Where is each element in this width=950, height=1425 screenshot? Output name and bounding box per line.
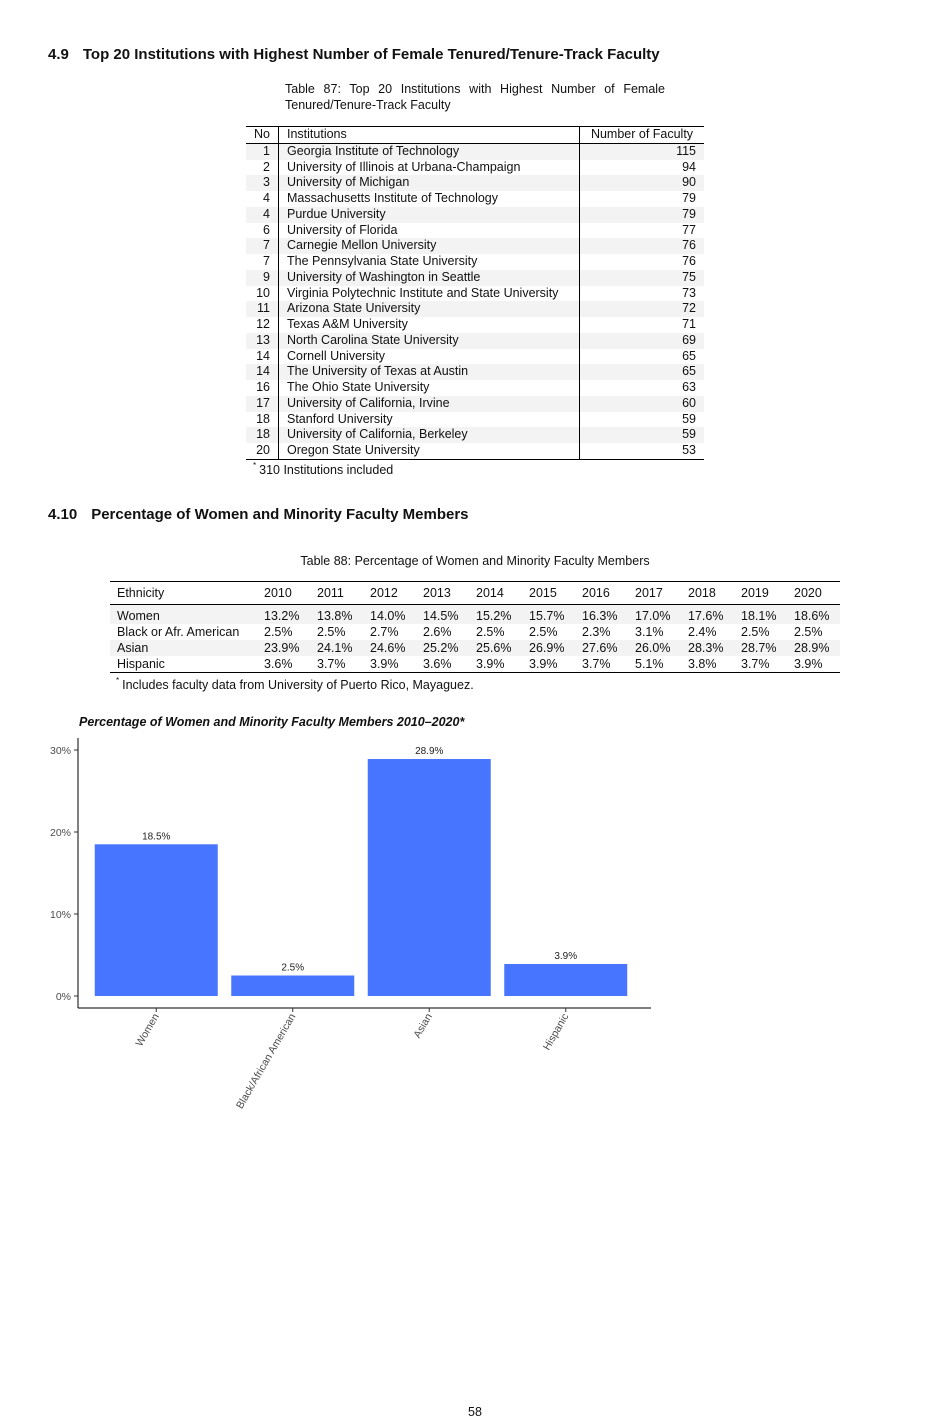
cell-number-of-faculty: 79 [682,191,696,205]
cell-percentage: 16.3% [575,605,628,625]
cell-ethnicity: Asian [110,640,257,656]
header-year: 2020 [787,582,840,605]
section-number: 4.9 [48,46,69,63]
cell-percentage: 3.9% [469,656,522,673]
cell-no: 4 [246,191,279,207]
table-row [246,412,704,428]
cell-percentage: 18.1% [734,605,787,625]
chart-plot-area [50,738,651,1111]
footnote-mark: * [253,461,257,470]
y-tick-label: 20% [49,827,71,839]
cell-percentage: 23.9% [257,640,310,656]
cell-percentage: 2.5% [794,625,823,639]
cell-institution: Oregon State University [279,443,580,459]
cell-percentage: 15.2% [469,605,522,625]
x-tick-label: Black/African American [233,1011,299,1112]
cell-institution: The Ohio State University [279,380,580,396]
cell-number-of-faculty: 72 [580,301,705,317]
cell-percentage: 3.6% [416,656,469,673]
cell-number-of-faculty: 59 [682,411,696,426]
cell-percentage: 3.9% [363,656,416,673]
cell-number-of-faculty: 76 [580,238,705,254]
cell-percentage: 28.9% [787,640,840,656]
cell-percentage: 26.9% [522,640,575,656]
table-row [246,380,704,396]
cell-number-of-faculty: 90 [580,175,705,191]
cell-percentage: 2.4% [688,625,717,639]
cell-number-of-faculty: 65 [580,364,705,380]
table-row [246,160,704,176]
bar-asian [368,759,491,996]
cell-percentage: 3.6% [257,656,310,673]
cell-percentage: 25.2% [416,640,469,656]
cell-no: 12 [246,317,279,333]
page-number: 58 [468,1405,482,1419]
table-88-footnote [116,676,474,692]
table-87-caption: Table 87: Top 20 Institutions with Highest Number of Female Tenured/Tenure-Track Faculty [285,82,665,112]
x-tick-label: Women [133,1011,162,1049]
cell-no: 3 [246,175,279,191]
bar-value-label: 3.9% [554,951,578,963]
cell-number-of-faculty: 73 [682,285,696,300]
cell-percentage: 13.2% [257,605,310,625]
cell-number-of-faculty: 115 [580,143,705,159]
cell-no: 7 [246,238,279,254]
cell-percentage: 26.0% [628,640,681,656]
table-row [246,143,704,159]
cell-percentage: 3.8% [681,656,734,673]
cell-institution: Massachusetts Institute of Technology [279,191,580,207]
cell-percentage: 3.7% [734,656,787,673]
table-88 [110,581,840,673]
header-no: No [246,127,279,144]
cell-no: 18 [246,412,279,428]
cell-percentage: 28.7% [734,640,787,656]
cell-number-of-faculty: 75 [580,270,705,286]
bar-women [95,844,218,996]
header-year: 2017 [628,582,681,605]
bar-black-african-american [231,976,354,997]
cell-no: 6 [246,223,279,239]
cell-percentage: 3.1% [635,625,664,639]
cell-percentage: 2.7% [370,625,399,639]
cell-no: 7 [246,254,279,270]
table-88-body [110,605,840,673]
cell-institution: University of Florida [279,223,580,239]
bar-chart [0,730,700,1150]
header-year: 2012 [363,582,416,605]
y-tick-label: 30% [49,745,71,757]
header-year: 2010 [257,582,310,605]
cell-percentage: 27.6% [575,640,628,656]
cell-no: 14 [246,364,279,380]
cell-percentage: 3.9% [522,656,575,673]
header-year: 2014 [469,582,522,605]
cell-number-of-faculty: 60 [580,396,705,412]
cell-number-of-faculty: 77 [682,222,696,237]
table-88-caption: Table 88: Percentage of Women and Minority Faculty Members [300,554,650,568]
cell-no: 14 [246,349,279,365]
table-row [246,364,704,380]
cell-no: 16 [246,380,279,396]
cell-no: 11 [246,301,279,317]
cell-percentage: 25.6% [469,640,522,656]
cell-percentage: 2.5% [317,625,346,639]
table-row [246,191,704,207]
header-ethnicity: Ethnicity [110,582,257,605]
cell-percentage: 14.5% [416,605,469,625]
cell-percentage: 2.5% [741,625,770,639]
cell-no: 1 [246,143,279,159]
cell-institution: Purdue University [279,207,580,223]
section-4-10-heading [48,506,469,523]
table-row [110,605,840,625]
cell-no: 10 [246,286,279,302]
cell-percentage: 13.8% [310,605,363,625]
cell-number-of-faculty: 71 [682,317,696,331]
table-row [246,317,704,333]
cell-institution: Carnegie Mellon University [279,238,580,254]
section-title: Top 20 Institutions with Highest Number of Female Tenured/Tenure-Track Faculty [82,46,660,63]
cell-institution: The University of Texas at Austin [279,364,580,380]
cell-number-of-faculty: 79 [580,207,705,223]
bar-value-label: 28.9% [415,746,444,758]
header-year: 2011 [310,582,363,605]
cell-number-of-faculty: 94 [682,159,696,174]
table-row [246,223,704,239]
cell-institution: North Carolina State University [279,333,580,349]
table-row [110,656,840,673]
cell-number-of-faculty: 65 [682,348,696,363]
cell-institution: University of Illinois at Urbana-Champaign [279,160,580,176]
footnote-text: 310 Institutions included [259,463,394,477]
cell-percentage: 14.0% [363,605,416,625]
table-row [110,640,840,656]
cell-percentage: 3.7% [310,656,363,673]
cell-number-of-faculty: 63 [682,380,696,394]
bar-value-label: 2.5% [281,962,305,974]
cell-institution: Arizona State University [279,301,580,317]
header-year: 2013 [416,582,469,605]
cell-institution: University of California, Irvine [279,396,580,412]
cell-percentage: 3.9% [787,656,840,673]
cell-ethnicity: Women [110,605,257,625]
chart-title: Percentage of Women and Minority Faculty Members 2010–2020* [79,715,465,729]
x-tick-label: Hispanic [540,1011,572,1053]
cell-institution: Cornell University [279,349,580,365]
cell-percentage: 24.1% [310,640,363,656]
cell-percentage: 18.6% [787,605,840,625]
cell-number-of-faculty: 69 [580,333,705,349]
cell-number-of-faculty: 59 [580,427,705,443]
table-row [246,254,704,270]
bar-hispanic [504,964,627,996]
cell-institution: The Pennsylvania State University [279,254,580,270]
table-87-body [246,143,704,459]
table-row [246,270,704,286]
cell-percentage: 2.5% [264,625,293,639]
table-row [246,207,704,223]
table-header-row [246,127,704,144]
y-tick-label: 0% [55,991,71,1003]
cell-ethnicity: Black or Afr. American [117,625,240,639]
cell-percentage: 2.5% [476,625,505,639]
cell-institution: Texas A&M University [279,317,580,333]
cell-institution: Georgia Institute of Technology [279,143,580,159]
header-year: 2018 [681,582,734,605]
table-row [246,286,704,302]
cell-percentage: 24.6% [363,640,416,656]
cell-institution: University of Washington in Seattle [279,270,580,286]
cell-no: 9 [246,270,279,286]
cell-no: 18 [246,427,279,443]
cell-percentage: 2.3% [582,625,611,639]
cell-no: 2 [246,160,279,176]
section-4-9-heading [48,46,660,63]
cell-number-of-faculty: 76 [682,254,696,268]
table-row [246,349,704,365]
x-tick-label: Asian [411,1011,435,1041]
table-87 [246,126,704,460]
cell-no: 17 [246,396,279,412]
cell-percentage: 3.7% [575,656,628,673]
cell-no: 4 [246,207,279,223]
cell-no: 13 [246,333,279,349]
section-number: 4.10 [48,506,78,523]
cell-percentage: 2.6% [423,625,452,639]
cell-percentage: 2.5% [529,625,558,639]
cell-percentage: 15.7% [522,605,575,625]
cell-institution: Stanford University [279,412,580,428]
header-year: 2016 [575,582,628,605]
cell-no: 20 [246,443,279,459]
cell-institution: Virginia Polytechnic Institute and State University [279,286,580,302]
header-number-of-faculty: Number of Faculty [590,127,694,141]
section-title: Percentage of Women and Minority Faculty Members [91,506,469,523]
cell-percentage: 17.0% [628,605,681,625]
bar-value-label: 18.5% [142,831,171,843]
table-row [246,396,704,412]
header-year: 2019 [734,582,787,605]
table-row [246,443,704,459]
cell-percentage: 17.6% [681,605,734,625]
cell-ethnicity: Hispanic [110,656,257,673]
cell-number-of-faculty: 53 [682,443,696,457]
table-row [246,175,704,191]
cell-percentage: 28.3% [681,640,734,656]
header-institutions: Institutions [279,127,580,144]
header-year: 2015 [522,582,575,605]
table-row [246,301,704,317]
table-header-row [110,582,840,605]
table-row [246,238,704,254]
table-row [246,427,704,443]
table-row [110,624,840,640]
cell-institution: University of Michigan [279,175,580,191]
y-tick-label: 10% [49,909,71,921]
table-87-footnote [253,461,393,477]
cell-percentage: 5.1% [628,656,681,673]
footnote-mark: * [116,676,120,685]
table-row [246,333,704,349]
footnote-text: Includes faculty data from University of Puerto Rico, Mayaguez. [122,678,474,692]
cell-institution: University of California, Berkeley [279,427,580,443]
